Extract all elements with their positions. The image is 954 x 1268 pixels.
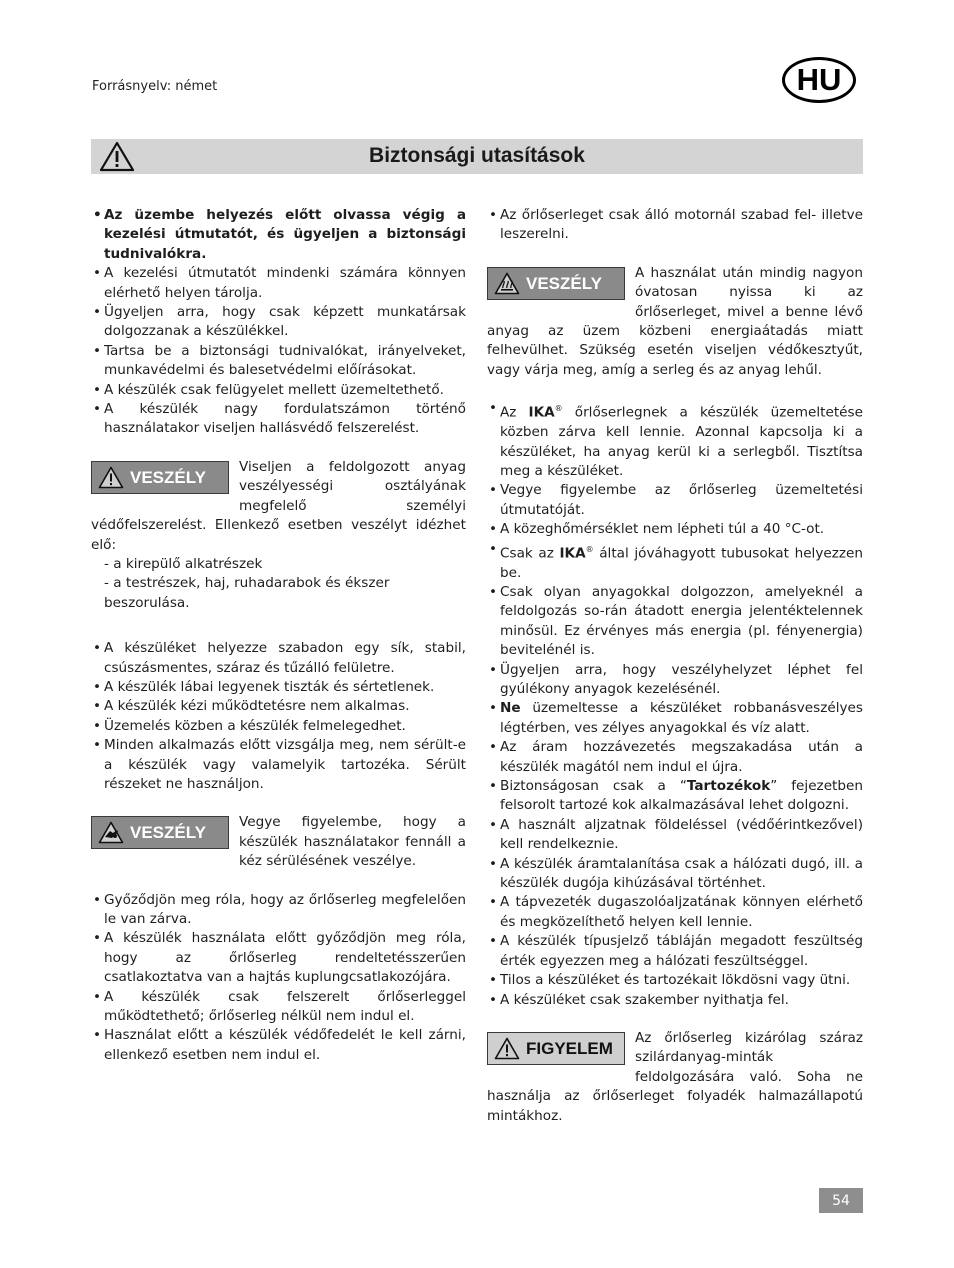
right-column [487,206,863,1126]
list-item: • A készülék csak felszerelt őrlőserleggel működtethető; őrlőserleg nélkül nem indul el. [91,988,466,1027]
list-item: • A készülék lábai legyenek tiszták és sértetlenek. [91,678,466,697]
list-item: • Biztonságosan csak a “Tartozékok” fejezetben felsorolt tartozé kok alkalmazásával lehet dolgozni. [487,777,863,816]
list-item: • A kezelési útmutatót mindenki számára könnyen elérhető helyen tárolja. [91,264,466,303]
language-badge: HU [782,57,856,103]
list-item: • A készülék nagy fordulatszámon történő használatakor viseljen hallásvédő felszerelést. [91,400,466,439]
grinding-bowl-list [91,891,466,1066]
danger-text: A használat után mindig nagyon óvatosan nyissa ki az őrlőserleget, mivel a benne lévő anyag az üzem közbeni energiaátadás miatt felhevülhet. Szükség esetén viseljen védőkesztyűt, vagy várja meg, amíg a serleg és az anyag lehűl. [487,264,863,378]
danger-badge [91,461,229,494]
list-item: • A tápvezeték dugaszolóaljzatának könnyen elérhető és megközelíthető helyen kell lennie. [487,893,863,932]
dash-item: - a testrészek, haj, ruhadarabok és ékszer beszorulása. [104,575,390,611]
list-item: • Ügyeljen arra, hogy veszélyhelyzet léphet fel gyúlékony anyagok kezelésénél. [487,661,863,700]
list-item: • Használat előtt a készülék védőfedelét le kell zárni, ellenkező esetben nem indul el. [91,1026,466,1065]
list-item: • A készüléket csak szakember nyithatja fel. [487,991,863,1010]
list-item: • A készüléket helyezze szabadon egy sík, stabil, csúszásmentes, száraz és tűzálló felületre. [91,639,466,678]
list-item: • Tartsa be a biztonsági tudnivalókat, irányelveket, munkavédelmi és balesetvédelmi előírásokat. [91,342,466,381]
hand-crush-warning-icon [98,821,124,844]
danger-label: VESZÉLY [130,823,206,843]
danger-block-hand-injury [91,813,466,871]
brand-name: IKA [559,545,586,562]
motor-list [487,206,863,245]
source-language-note: Forrásnyelv: német [92,79,218,94]
list-item: • A készülék használata előtt győződjön meg róla, hogy az őrlőserleg rendeltetésszerűen csatlakoztatva van a hajtás kuplungcsatlakozójára. [91,929,466,987]
title-bar [91,139,863,174]
list-item: • A használt aljzatnak földeléssel (védőérintkezővel) kell rendelkeznie. [487,816,863,855]
list-item: • Győződjön meg róla, hogy az őrlőserleg megfelelően le van zárva. [91,891,466,930]
hot-surface-warning-icon [494,272,520,295]
registered-mark: ® [585,544,594,554]
list-item: • Csak az IKA® által jóváhagyott tubusokat helyezzen be. [487,540,863,583]
danger-block-hot-surface [487,264,863,380]
caution-text: Az őrlőserleg kizárólag száraz szilárdanyag-minták feldolgozására való. Soha ne használja az őrlőserleget folyadék halmazállapotú mintákhoz. [487,1029,863,1124]
general-safety-list [91,206,466,439]
page-title: Biztonsági utasítások [369,144,585,167]
placement-list [91,639,466,794]
warning-triangle-icon [98,466,124,489]
list-item: • Minden alkalmazás előtt vizsgálja meg, nem sérült-e a készülék vagy valamelyik tartozéka. Sérült részeket ne használjon. [91,736,466,794]
list-item: • Ne üzemeltesse a készüléket robbanásveszélyes légtérben, ves zélyes anyagokkal és víz alatt. [487,699,863,738]
list-item: • A készülék kézi működtetésre nem alkalmas. [91,697,466,716]
list-item: • A közeghőmérséklet nem lépheti túl a 40 °C-ot. [487,520,863,539]
list-item: • Ügyeljen arra, hogy csak képzett munkatársak dolgozzanak a készülékkel. [91,303,466,342]
list-item: • Üzemelés közben a készülék felmelegedhet. [91,717,466,736]
list-item: • A készülék áramtalanítása csak a hálózati dugó, ill. a készülék dugója kihúzásával történhet. [487,855,863,894]
list-item: • Az IKA® őrlőserlegnek a készülék üzemeltetése közben zárva kell lennie. Azonnal kapcsolja ki a készüléket, ha anyag kerül ki a serlegből. Tisztítsa meg a készüléket. [487,399,863,481]
registered-mark: ® [554,404,563,414]
caution-badge [487,1032,625,1065]
danger-block-ppe [91,458,466,613]
list-item: • Az üzembe helyezés előtt olvassa végig a kezelési útmutatót, és ügyeljen a biztonsági tudnivalókra. [91,206,466,264]
list-item: • A készülék csak felügyelet mellett üzemeltethető. [91,381,466,400]
operation-safety-list [487,399,863,1010]
danger-badge [91,816,229,849]
caution-block [487,1029,863,1126]
list-item: • Csak olyan anyagokkal dolgozzon, amelyeknél a feldolgozás so-rán átadott energia jelentéktelennek minősül. Ez érvényes más energia (pl. fényenergia) bevitelénél is. [487,583,863,661]
list-item: • Az őrlőserleget csak álló motornál szabad fel- illetve leszerelni. [487,206,863,245]
list-item: • Vegye figyelembe az őrlőserleg üzemeltetési útmutatóját. [487,481,863,520]
list-item: • A készülék típusjelző tábláján megadott feszültség érték egyezzen meg a hálózati feszültséggel. [487,932,863,971]
caution-label: FIGYELEM [526,1038,613,1058]
brand-name: IKA [528,404,555,421]
danger-text: Viseljen a feldolgozott anyag veszélyességi osztályának megfelelő személyi védőfelszerelést. Ellenkező esetben veszélyt idézhet elő: [91,458,466,553]
list-item: • Az áram hozzávezetés megszakadása után a készülék magától nem indul el újra. [487,738,863,777]
dash-item: - a kirepülő alkatrészek [104,555,263,572]
list-item: • Tilos a készüléket és tartozékait lökdösni vagy ütni. [487,971,863,990]
left-column [91,206,466,1065]
danger-label: VESZÉLY [130,467,206,487]
accessories-ref: Tartozékok [686,778,771,795]
warning-triangle-icon [494,1037,520,1060]
danger-badge [487,267,625,300]
danger-label: VESZÉLY [526,273,602,293]
page-number: 54 [819,1188,863,1213]
danger-text: Vegye figyelembe, hogy a készülék használatakor fennáll a kéz sérülésének veszélye. [239,814,466,870]
